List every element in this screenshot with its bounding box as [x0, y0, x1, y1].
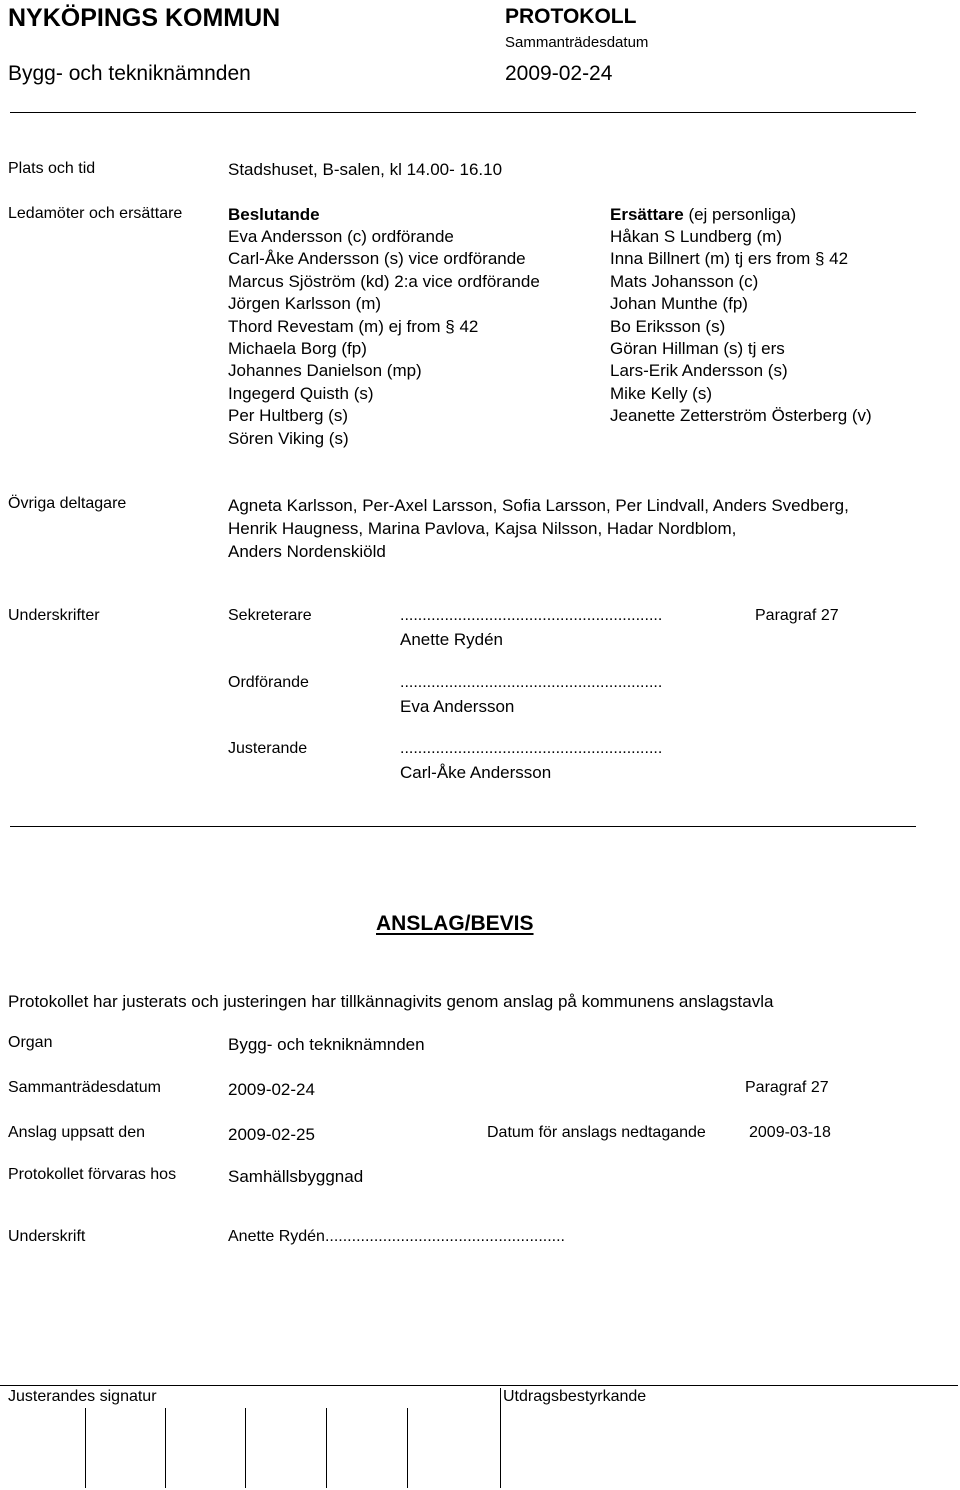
secretary-name: Anette Rydén [400, 630, 504, 649]
chair-name: Eva Andersson [400, 697, 515, 716]
place-label: Plats och tid [8, 160, 96, 177]
decision-maker-item: Michaela Borg (fp) [228, 338, 367, 358]
secretary-signature-line: ........................................................... [400, 607, 663, 624]
substitute-item: Mats Johansson (c) [610, 271, 759, 291]
decision-maker-item: Sören Viking (s) [228, 428, 349, 448]
decision-makers-list [228, 226, 540, 450]
place-value: Stadshuset, B-salen, kl 14.00- 16.10 [228, 160, 503, 179]
adjuster-role: Justerande [228, 740, 308, 757]
footer-divider [0, 1385, 958, 1386]
section-divider [10, 826, 916, 827]
decision-maker-item: Per Hultberg (s) [228, 406, 348, 426]
other-participants-line: Agneta Karlsson, Per-Axel Larsson, Sofia Larsson, Per Lindvall, Anders Svedberg, [228, 496, 849, 515]
removal-date-label: Datum för anslags nedtagande [487, 1124, 706, 1141]
kept-at-value: Samhällsbyggnad [228, 1167, 364, 1186]
substitutes-heading-title: Ersättare [610, 205, 684, 224]
substitute-item: Inna Billnert (m) tj ers from § 42 [610, 249, 849, 269]
decision-maker-item: Marcus Sjöström (kd) 2:a vice ordförande [228, 271, 540, 291]
substitute-item: Johan Munthe (fp) [610, 294, 748, 314]
extract-certified-label: Utdragsbestyrkande [503, 1388, 647, 1405]
organ-value: Bygg- och tekniknämnden [228, 1035, 425, 1054]
notice-signature-value: Anette Rydén...................................................... [228, 1228, 565, 1245]
substitute-item: Håkan S Lundberg (m) [610, 227, 782, 246]
signatures-label: Underskrifter [8, 607, 100, 624]
decision-makers-heading: Beslutande [228, 205, 320, 224]
document-type: PROTOKOLL [505, 5, 637, 28]
meeting-date-label: Sammanträdesdatum [505, 34, 649, 51]
substitutes-heading [610, 205, 796, 225]
decision-maker-item: Carl-Åke Andersson (s) vice ordförande [228, 249, 526, 269]
secretary-role: Sekreterare [228, 607, 312, 624]
notice-title: ANSLAG/BEVIS [376, 912, 534, 935]
notice-statement: Protokollet har justerats och justeringen har tillkännagivits genom anslag på kommunens anslagstavla [8, 992, 774, 1011]
posted-date-label: Anslag uppsatt den [8, 1124, 145, 1141]
adjuster-signature-label: Justerandes signatur [8, 1388, 157, 1405]
signature-paragraph: Paragraf 27 [755, 607, 839, 624]
kept-at-label: Protokollet förvaras hos [8, 1166, 177, 1183]
organ-label: Organ [8, 1034, 53, 1051]
header-divider [10, 112, 916, 113]
signature-box-divider [245, 1408, 246, 1488]
members-label: Ledamöter och ersättare [8, 205, 183, 222]
signature-box-divider [85, 1408, 86, 1488]
decision-maker-item: Eva Andersson (c) ordförande [228, 227, 454, 246]
removal-date-value: 2009-03-18 [749, 1124, 831, 1141]
substitute-item: Jeanette Zetterström Österberg (v) [610, 406, 872, 426]
substitute-item: Mike Kelly (s) [610, 383, 713, 403]
signature-box-divider [326, 1408, 327, 1488]
decision-maker-item: Thord Revestam (m) ej from § 42 [228, 316, 479, 336]
decision-maker-item: Jörgen Karlsson (m) [228, 294, 382, 314]
department-name: Bygg- och tekniknämnden [8, 62, 251, 85]
decision-maker-item: Ingegerd Quisth (s) [228, 383, 374, 403]
footer-column-divider [500, 1388, 501, 1488]
substitutes-heading-note: (ej personliga) [683, 205, 797, 224]
other-participants-list [228, 494, 849, 563]
other-participants-label: Övriga deltagare [8, 495, 127, 512]
notice-meeting-date-label: Sammanträdesdatum [8, 1079, 161, 1096]
notice-paragraph: Paragraf 27 [745, 1079, 829, 1096]
substitutes-list [610, 226, 872, 428]
chair-role: Ordförande [228, 674, 309, 691]
substitute-item: Lars-Erik Andersson (s) [610, 361, 788, 381]
adjuster-signature-line: ........................................................... [400, 740, 663, 757]
substitute-item: Bo Eriksson (s) [610, 316, 726, 336]
substitute-item: Göran Hillman (s) tj ers [610, 338, 785, 358]
decision-maker-item: Johannes Danielson (mp) [228, 361, 422, 381]
organization-name: NYKÖPINGS KOMMUN [8, 4, 281, 32]
signature-box-divider [165, 1408, 166, 1488]
signature-box-divider [407, 1408, 408, 1488]
posted-date-value: 2009-02-25 [228, 1125, 315, 1144]
chair-signature-line: ........................................................... [400, 674, 663, 691]
notice-meeting-date-value: 2009-02-24 [228, 1080, 315, 1099]
other-participants-line: Henrik Haugness, Marina Pavlova, Kajsa Nilsson, Hadar Nordblom, [228, 519, 737, 538]
notice-signature-label: Underskrift [8, 1228, 86, 1245]
adjuster-name: Carl-Åke Andersson [400, 763, 552, 782]
meeting-date: 2009-02-24 [505, 62, 613, 85]
other-participants-line: Anders Nordenskiöld [228, 542, 386, 561]
